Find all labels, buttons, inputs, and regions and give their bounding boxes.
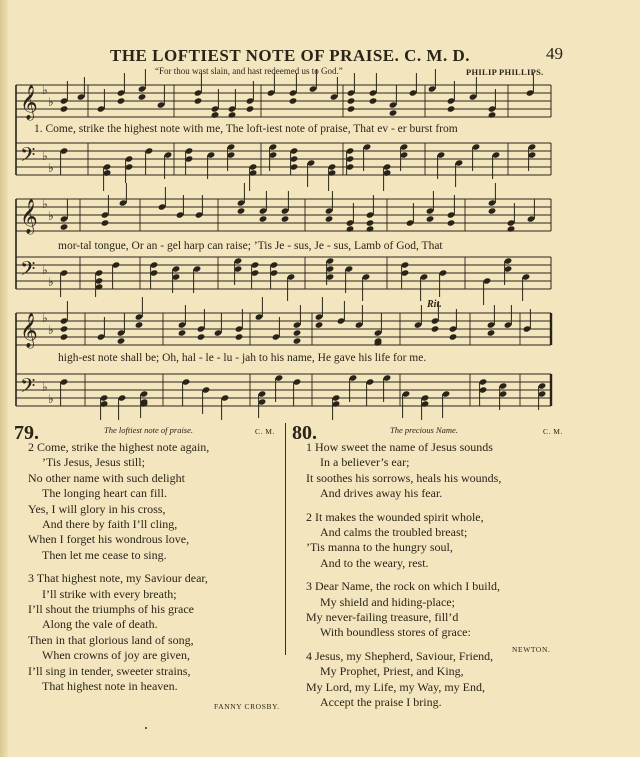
stanza bbox=[306, 649, 501, 711]
verse-line: I’ll strike with every breath; bbox=[42, 586, 177, 601]
page-number: 49 bbox=[546, 44, 563, 63]
verse-line: Along the vale of death. bbox=[42, 617, 158, 632]
verse-line: In a believer’s ear; bbox=[320, 455, 410, 470]
hymn-80-meter: C. M. bbox=[543, 427, 563, 436]
verse-line: ’Tis manna to the hungry soul, bbox=[306, 540, 453, 555]
bass-clef: 𝄢 bbox=[20, 374, 36, 402]
hymn-79-number: 79. bbox=[14, 422, 39, 444]
flat-sign: ♭ bbox=[42, 83, 48, 97]
verse-line: Yes, I will glory in his cross, bbox=[28, 501, 166, 516]
verse-line: Then in that glorious land of song, bbox=[28, 632, 194, 647]
verse-line: Then let me cease to sing. bbox=[42, 547, 167, 562]
verse-line: And calms the troubled breast; bbox=[320, 525, 468, 540]
flat-sign: ♭ bbox=[42, 380, 48, 394]
verse-line: My Lord, my Life, my Way, my End, bbox=[306, 679, 486, 694]
treble-clef: 𝄞 bbox=[20, 199, 38, 234]
stanza bbox=[306, 510, 501, 572]
verse-line: And there by faith I’ll cling, bbox=[42, 517, 178, 532]
flat-sign: ♭ bbox=[42, 263, 48, 277]
flat-sign: ♭ bbox=[42, 311, 48, 325]
hymn-80-verses bbox=[306, 440, 501, 719]
verse-line: When I forget his wondrous love, bbox=[28, 532, 190, 547]
flat-sign: ♭ bbox=[48, 392, 54, 406]
composer-credit: PHILIP PHILLIPS. bbox=[466, 67, 544, 77]
column-divider bbox=[285, 423, 286, 655]
verse-line: ’Tis Jesus, Jesus still; bbox=[42, 455, 145, 470]
flat-sign: ♭ bbox=[42, 149, 48, 163]
verse-line: I’ll sing in tender, sweeter strains, bbox=[28, 663, 191, 678]
lyric-line-3: high-est note shall be; Oh, hal - le - lu - jah to his name, He gave his life for me. bbox=[58, 352, 427, 364]
flat-sign: ♭ bbox=[48, 161, 54, 175]
verse-line: 2 It makes the wounded spirit whole, bbox=[306, 509, 484, 524]
stanza bbox=[28, 571, 209, 694]
hymn-80-author: NEWTON. bbox=[512, 645, 551, 654]
hymn-79-tune: The loftiest note of praise. bbox=[104, 425, 194, 435]
verse-line: 4 Jesus, my Shepherd, Saviour, Friend, bbox=[306, 648, 494, 663]
verse-line: My Prophet, Priest, and King, bbox=[320, 664, 464, 679]
verse-line: When crowns of joy are given, bbox=[42, 648, 190, 663]
verse-line: 1 How sweet the name of Jesus sounds bbox=[306, 440, 493, 454]
ritardando-mark: Rit. bbox=[427, 299, 442, 310]
flat-sign: ♭ bbox=[48, 275, 54, 289]
hymn-80-tune: The precious Name. bbox=[390, 425, 458, 435]
verse-line: That highest note in heaven. bbox=[42, 679, 178, 694]
bass-clef: 𝄢 bbox=[20, 143, 36, 171]
verse-line: My never-failing treasure, fill’d bbox=[306, 610, 459, 625]
hymn-79-author: FANNY CROSBY. bbox=[214, 702, 280, 711]
verse-line: With boundless stores of grace: bbox=[320, 625, 471, 640]
print-speck bbox=[145, 727, 147, 729]
hymn-title: THE LOFTIEST NOTE OF PRAISE. C. M. D. bbox=[110, 46, 470, 65]
flat-sign: ♭ bbox=[48, 209, 54, 223]
lyric-line-2: mor-tal tongue, Or an - gel harp can raise; ’Tis Je - sus, Je - sus, Lamb of God, That bbox=[58, 240, 443, 252]
hymn-79-verses bbox=[28, 440, 209, 703]
verse-line: The longing heart can fill. bbox=[42, 486, 167, 501]
verse-line: My shield and hiding-place; bbox=[320, 594, 455, 609]
verse-line: 3 That highest note, my Saviour dear, bbox=[28, 571, 208, 586]
treble-clef: 𝄞 bbox=[20, 313, 38, 348]
treble-clef: 𝄞 bbox=[20, 85, 38, 120]
flat-sign: ♭ bbox=[48, 323, 54, 337]
verse-line: And to the weary, rest. bbox=[320, 555, 429, 570]
flat-sign: ♭ bbox=[48, 95, 54, 109]
bass-clef: 𝄢 bbox=[20, 257, 36, 285]
stanza bbox=[28, 440, 209, 563]
flat-sign: ♭ bbox=[42, 197, 48, 211]
verse-line: Accept the praise I bring. bbox=[320, 695, 442, 710]
verse-line: No other name with such delight bbox=[28, 470, 185, 485]
hymn-79-meter: C. M. bbox=[255, 427, 275, 436]
lyric-line-1: 1. Come, strike the highest note with me, The loft-iest note of praise, That ev - er burst from bbox=[34, 123, 458, 135]
stanza bbox=[306, 579, 501, 641]
verse-line: And drives away his fear. bbox=[320, 486, 443, 501]
verse-line: 2 Come, strike the highest note again, bbox=[28, 440, 210, 454]
hymn-80-number: 80. bbox=[292, 422, 317, 444]
verse-line: It soothes his sorrows, heals his wounds, bbox=[306, 470, 502, 485]
stanza bbox=[306, 440, 501, 502]
scripture-quote: “For thou wast slain, and hast redeemed us to God.” bbox=[155, 66, 343, 76]
verse-line: 3 Dear Name, the rock on which I build, bbox=[306, 579, 500, 594]
verse-line: I’ll shout the triumphs of his grace bbox=[28, 602, 194, 617]
